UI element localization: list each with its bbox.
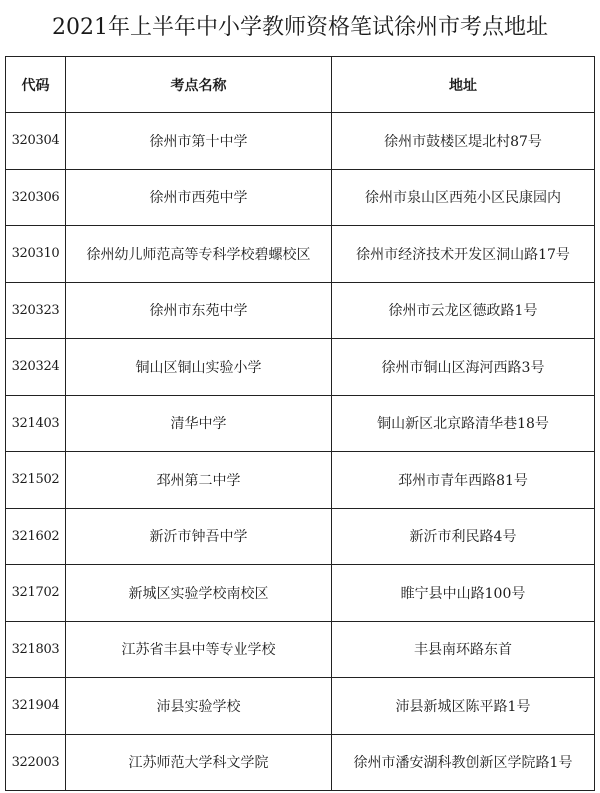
table-row: [6, 339, 595, 396]
table-row: [6, 169, 595, 226]
cell-site-name: 新城区实验学校南校区: [66, 565, 332, 622]
table-row: [6, 113, 595, 170]
cell-site-name: 徐州幼儿师范高等专科学校碧螺校区: [66, 226, 332, 283]
table-header-row: [6, 57, 595, 113]
cell-address: 徐州市铜山区海河西路3号: [332, 339, 595, 396]
cell-site-name: 江苏省丰县中等专业学校: [66, 621, 332, 678]
cell-site-name: 徐州市东苑中学: [66, 282, 332, 339]
cell-site-name: 沛县实验学校: [66, 678, 332, 735]
page-title: 2021年上半年中小学教师资格笔试徐州市考点地址: [52, 15, 548, 40]
header-address: 地址: [332, 57, 595, 113]
cell-address: 丰县南环路东首: [332, 621, 595, 678]
cell-site-name: 徐州市西苑中学: [66, 169, 332, 226]
cell-code: 320306: [6, 169, 66, 226]
table-row: [6, 565, 595, 622]
cell-address: 铜山新区北京路清华巷18号: [332, 395, 595, 452]
cell-code: 321702: [6, 565, 66, 622]
cell-code: 320323: [6, 282, 66, 339]
cell-site-name: 清华中学: [66, 395, 332, 452]
cell-address: 沛县新城区陈平路1号: [332, 678, 595, 735]
cell-address: 徐州市鼓楼区堤北村87号: [332, 113, 595, 170]
header-site-name: 考点名称: [66, 57, 332, 113]
cell-site-name: 邳州第二中学: [66, 452, 332, 509]
cell-code: 320304: [6, 113, 66, 170]
table-row: [6, 621, 595, 678]
cell-site-name: 新沂市钟吾中学: [66, 508, 332, 565]
header-code: 代码: [6, 57, 66, 113]
cell-address: 睢宁县中山路100号: [332, 565, 595, 622]
cell-address: 徐州市云龙区德政路1号: [332, 282, 595, 339]
cell-code: 321403: [6, 395, 66, 452]
table-row: [6, 508, 595, 565]
cell-code: 322003: [6, 734, 66, 791]
cell-address: 徐州市泉山区西苑小区民康园内: [332, 169, 595, 226]
cell-code: 320324: [6, 339, 66, 396]
cell-address: 徐州市经济技术开发区洞山路17号: [332, 226, 595, 283]
exam-site-table: [5, 56, 595, 791]
cell-site-name: 江苏师范大学科文学院: [66, 734, 332, 791]
cell-code: 321803: [6, 621, 66, 678]
cell-site-name: 徐州市第十中学: [66, 113, 332, 170]
cell-address: 邳州市青年西路81号: [332, 452, 595, 509]
cell-code: 321904: [6, 678, 66, 735]
table-row: [6, 395, 595, 452]
table-row: [6, 226, 595, 283]
cell-address: 新沂市利民路4号: [332, 508, 595, 565]
table-row: [6, 282, 595, 339]
cell-code: 320310: [6, 226, 66, 283]
table-row: [6, 678, 595, 735]
table-row: [6, 452, 595, 509]
cell-code: 321502: [6, 452, 66, 509]
table-row: [6, 734, 595, 791]
cell-code: 321602: [6, 508, 66, 565]
cell-site-name: 铜山区铜山实验小学: [66, 339, 332, 396]
cell-address: 徐州市潘安湖科教创新区学院路1号: [332, 734, 595, 791]
